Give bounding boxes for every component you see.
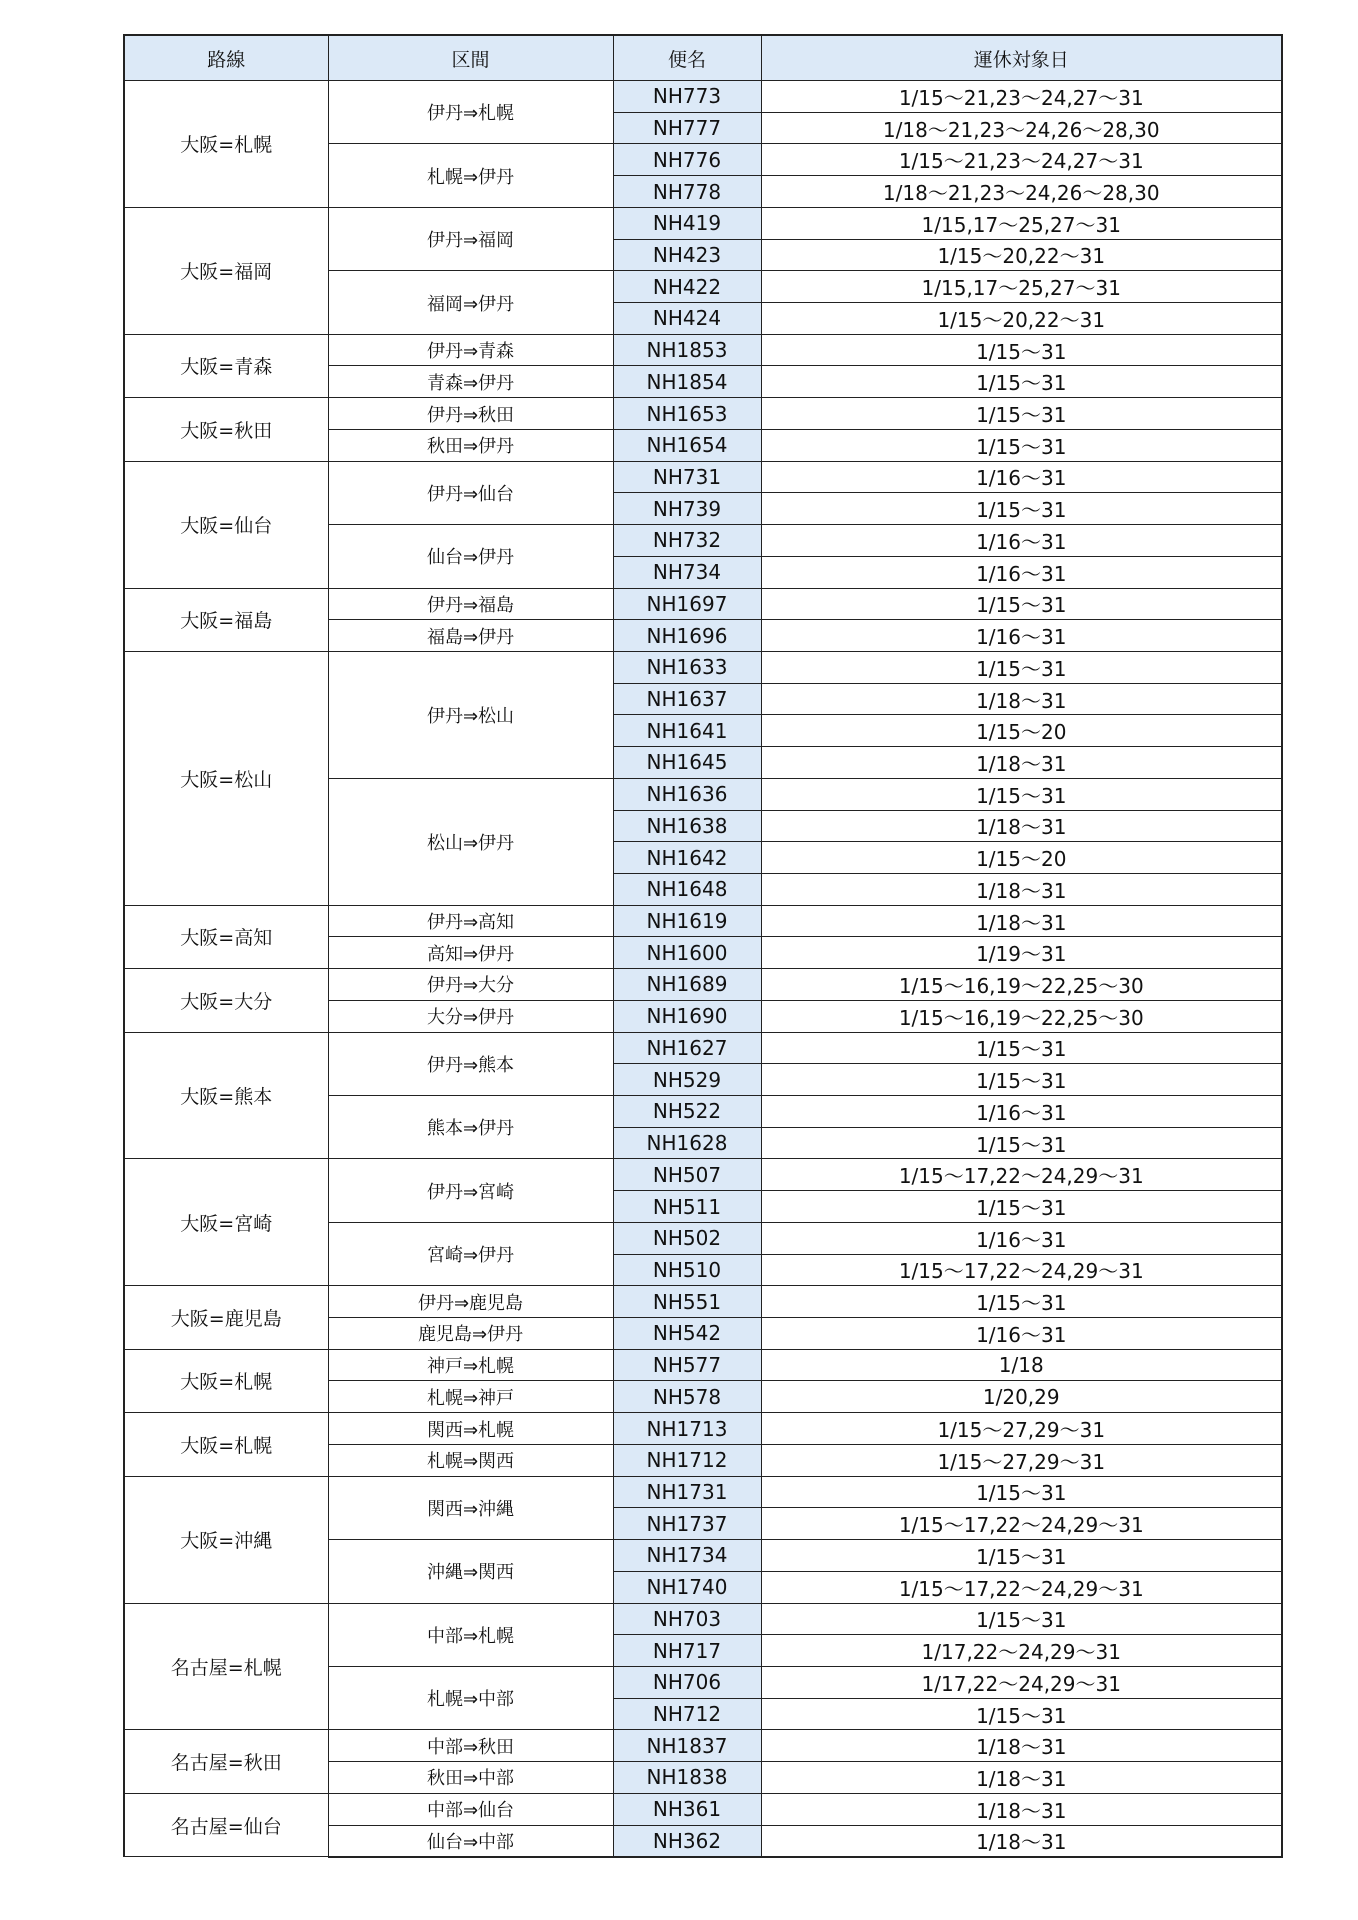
flight-number-cell: NH1648 (613, 873, 761, 905)
section-cell: 松山⇒伊丹 (328, 778, 613, 905)
suspension-dates-cell: 1/18～31 (761, 810, 1282, 842)
route-cell: 大阪=札幌 (124, 1349, 328, 1412)
flight-suspension-table (123, 34, 1283, 1858)
header-section: 区間 (328, 35, 613, 81)
flight-number-cell: NH1853 (613, 334, 761, 366)
route-cell: 大阪=札幌 (124, 81, 328, 208)
suspension-dates-cell: 1/18～31 (761, 905, 1282, 937)
route-cell: 大阪=福岡 (124, 207, 328, 334)
flight-number-cell: NH706 (613, 1666, 761, 1698)
section-cell: 福島⇒伊丹 (328, 620, 613, 652)
flight-number-cell: NH510 (613, 1254, 761, 1286)
table-row (124, 1159, 1282, 1191)
suspension-dates-cell: 1/15～31 (761, 1540, 1282, 1572)
flight-number-cell: NH1619 (613, 905, 761, 937)
flight-number-cell: NH529 (613, 1064, 761, 1096)
suspension-dates-cell: 1/15～31 (761, 1127, 1282, 1159)
suspension-dates-cell: 1/18～31 (761, 1762, 1282, 1794)
route-cell: 大阪=松山 (124, 651, 328, 905)
flight-number-cell: NH551 (613, 1286, 761, 1318)
flight-number-cell: NH731 (613, 461, 761, 493)
suspension-dates-cell: 1/15～20,22～31 (761, 303, 1282, 335)
section-cell: 札幌⇒中部 (328, 1666, 613, 1729)
suspension-dates-cell: 1/16～31 (761, 620, 1282, 652)
suspension-dates-cell: 1/15～31 (761, 1603, 1282, 1635)
suspension-dates-cell: 1/18～31 (761, 1793, 1282, 1825)
flight-number-cell: NH1690 (613, 1000, 761, 1032)
section-cell: 伊丹⇒福岡 (328, 207, 613, 270)
suspension-dates-cell: 1/15～17,22～24,29～31 (761, 1508, 1282, 1540)
flight-number-cell: NH717 (613, 1635, 761, 1667)
flight-number-cell: NH732 (613, 525, 761, 557)
section-cell: 仙台⇒中部 (328, 1825, 613, 1857)
table-row (124, 461, 1282, 493)
suspension-dates-cell: 1/16～31 (761, 556, 1282, 588)
section-cell: 福岡⇒伊丹 (328, 271, 613, 334)
suspension-dates-cell: 1/15～31 (761, 429, 1282, 461)
flight-number-cell: NH1628 (613, 1127, 761, 1159)
section-cell: 中部⇒仙台 (328, 1793, 613, 1825)
table-row (124, 1286, 1282, 1318)
section-cell: 伊丹⇒福島 (328, 588, 613, 620)
route-cell: 名古屋=札幌 (124, 1603, 328, 1730)
flight-number-cell: NH1696 (613, 620, 761, 652)
table-row (124, 1413, 1282, 1445)
suspension-dates-cell: 1/15～31 (761, 1064, 1282, 1096)
flight-number-cell: NH507 (613, 1159, 761, 1191)
suspension-dates-cell: 1/18～21,23～24,26～28,30 (761, 112, 1282, 144)
flight-number-cell: NH1653 (613, 398, 761, 430)
route-cell: 大阪=宮崎 (124, 1159, 328, 1286)
table-row (124, 1349, 1282, 1381)
section-cell: 札幌⇒伊丹 (328, 144, 613, 207)
flight-number-cell: NH362 (613, 1825, 761, 1857)
section-cell: 伊丹⇒仙台 (328, 461, 613, 524)
flight-number-cell: NH1697 (613, 588, 761, 620)
suspension-dates-cell: 1/15～31 (761, 334, 1282, 366)
flight-number-cell: NH1642 (613, 842, 761, 874)
suspension-dates-cell: 1/15～20 (761, 715, 1282, 747)
flight-number-cell: NH739 (613, 493, 761, 525)
flight-number-cell: NH1600 (613, 937, 761, 969)
flight-number-cell: NH577 (613, 1349, 761, 1381)
section-cell: 伊丹⇒札幌 (328, 81, 613, 144)
flight-number-cell: NH419 (613, 207, 761, 239)
flight-number-cell: NH422 (613, 271, 761, 303)
suspension-dates-cell: 1/15～31 (761, 366, 1282, 398)
table-row (124, 969, 1282, 1001)
section-cell: 青森⇒伊丹 (328, 366, 613, 398)
flight-number-cell: NH522 (613, 1096, 761, 1128)
route-cell: 名古屋=仙台 (124, 1793, 328, 1856)
table-body (124, 81, 1282, 1857)
section-cell: 大分⇒伊丹 (328, 1000, 613, 1032)
flight-number-cell: NH1731 (613, 1476, 761, 1508)
flight-number-cell: NH1712 (613, 1444, 761, 1476)
section-cell: 伊丹⇒大分 (328, 969, 613, 1001)
table-row (124, 1476, 1282, 1508)
flight-number-cell: NH361 (613, 1793, 761, 1825)
suspension-dates-cell: 1/15～27,29～31 (761, 1413, 1282, 1445)
section-cell: 神戸⇒札幌 (328, 1349, 613, 1381)
route-cell: 名古屋=秋田 (124, 1730, 328, 1793)
table-row (124, 1793, 1282, 1825)
suspension-dates-cell: 1/15～31 (761, 1476, 1282, 1508)
table-row (124, 334, 1282, 366)
suspension-dates-cell: 1/15～31 (761, 1286, 1282, 1318)
suspension-dates-cell: 1/15～17,22～24,29～31 (761, 1571, 1282, 1603)
section-cell: 札幌⇒神戸 (328, 1381, 613, 1413)
flight-number-cell: NH703 (613, 1603, 761, 1635)
suspension-dates-cell: 1/16～31 (761, 1318, 1282, 1350)
suspension-dates-cell: 1/16～31 (761, 461, 1282, 493)
suspension-dates-cell: 1/15～20 (761, 842, 1282, 874)
table-row (124, 1730, 1282, 1762)
flight-number-cell: NH1641 (613, 715, 761, 747)
table-row (124, 398, 1282, 430)
section-cell: 中部⇒秋田 (328, 1730, 613, 1762)
suspension-dates-cell: 1/15～31 (761, 398, 1282, 430)
suspension-dates-cell: 1/15～16,19～22,25～30 (761, 969, 1282, 1001)
flight-number-cell: NH1737 (613, 1508, 761, 1540)
suspension-dates-cell: 1/18～31 (761, 1730, 1282, 1762)
section-cell: 鹿児島⇒伊丹 (328, 1318, 613, 1350)
header-row (124, 35, 1282, 81)
suspension-dates-cell: 1/16～31 (761, 1222, 1282, 1254)
flight-number-cell: NH423 (613, 239, 761, 271)
section-cell: 宮崎⇒伊丹 (328, 1222, 613, 1285)
suspension-dates-cell: 1/15～21,23～24,27～31 (761, 81, 1282, 113)
section-cell: 伊丹⇒高知 (328, 905, 613, 937)
suspension-dates-cell: 1/15～31 (761, 493, 1282, 525)
suspension-dates-cell: 1/15～31 (761, 1698, 1282, 1730)
flight-number-cell: NH424 (613, 303, 761, 335)
flight-number-cell: NH1837 (613, 1730, 761, 1762)
section-cell: 仙台⇒伊丹 (328, 525, 613, 588)
flight-number-cell: NH777 (613, 112, 761, 144)
flight-number-cell: NH1633 (613, 651, 761, 683)
table-row (124, 1603, 1282, 1635)
header-dates: 運休対象日 (761, 35, 1282, 81)
route-cell: 大阪=仙台 (124, 461, 328, 588)
route-cell: 大阪=大分 (124, 969, 328, 1032)
route-cell: 大阪=青森 (124, 334, 328, 397)
section-cell: 沖縄⇒関西 (328, 1540, 613, 1603)
suspension-dates-cell: 1/15,17～25,27～31 (761, 207, 1282, 239)
section-cell: 関西⇒沖縄 (328, 1476, 613, 1539)
suspension-dates-cell: 1/15～20,22～31 (761, 239, 1282, 271)
suspension-dates-cell: 1/16～31 (761, 525, 1282, 557)
flight-number-cell: NH778 (613, 176, 761, 208)
suspension-dates-cell: 1/18～21,23～24,26～28,30 (761, 176, 1282, 208)
suspension-dates-cell: 1/15～31 (761, 778, 1282, 810)
suspension-dates-cell: 1/15～31 (761, 1032, 1282, 1064)
flight-number-cell: NH1645 (613, 747, 761, 779)
suspension-dates-cell: 1/15～31 (761, 1191, 1282, 1223)
suspension-dates-cell: 1/17,22～24,29～31 (761, 1666, 1282, 1698)
suspension-dates-cell: 1/18～31 (761, 1825, 1282, 1857)
suspension-dates-cell: 1/18～31 (761, 683, 1282, 715)
route-cell: 大阪=熊本 (124, 1032, 328, 1159)
table-header (124, 35, 1282, 81)
flight-number-cell: NH1740 (613, 1571, 761, 1603)
suspension-dates-cell: 1/18～31 (761, 873, 1282, 905)
route-cell: 大阪=秋田 (124, 398, 328, 461)
header-route: 路線 (124, 35, 328, 81)
flight-number-cell: NH542 (613, 1318, 761, 1350)
section-cell: 伊丹⇒秋田 (328, 398, 613, 430)
section-cell: 高知⇒伊丹 (328, 937, 613, 969)
section-cell: 伊丹⇒熊本 (328, 1032, 613, 1095)
flight-number-cell: NH1838 (613, 1762, 761, 1794)
table-row (124, 905, 1282, 937)
section-cell: 秋田⇒中部 (328, 1762, 613, 1794)
flight-number-cell: NH773 (613, 81, 761, 113)
section-cell: 札幌⇒関西 (328, 1444, 613, 1476)
flight-number-cell: NH1638 (613, 810, 761, 842)
table-row (124, 588, 1282, 620)
suspension-dates-cell: 1/15～17,22～24,29～31 (761, 1159, 1282, 1191)
suspension-dates-cell: 1/16～31 (761, 1096, 1282, 1128)
table-row (124, 207, 1282, 239)
flight-number-cell: NH1734 (613, 1540, 761, 1572)
flight-number-cell: NH1636 (613, 778, 761, 810)
section-cell: 関西⇒札幌 (328, 1413, 613, 1445)
flight-number-cell: NH578 (613, 1381, 761, 1413)
suspension-dates-cell: 1/17,22～24,29～31 (761, 1635, 1282, 1667)
section-cell: 中部⇒札幌 (328, 1603, 613, 1666)
flight-number-cell: NH1627 (613, 1032, 761, 1064)
route-cell: 大阪=札幌 (124, 1413, 328, 1476)
suspension-dates-cell: 1/19～31 (761, 937, 1282, 969)
table-row (124, 1032, 1282, 1064)
section-cell: 伊丹⇒宮崎 (328, 1159, 613, 1222)
table-row (124, 81, 1282, 113)
suspension-dates-cell: 1/15～21,23～24,27～31 (761, 144, 1282, 176)
suspension-dates-cell: 1/18～31 (761, 747, 1282, 779)
suspension-dates-cell: 1/15～31 (761, 588, 1282, 620)
section-cell: 伊丹⇒青森 (328, 334, 613, 366)
flight-number-cell: NH502 (613, 1222, 761, 1254)
table-row (124, 651, 1282, 683)
suspension-dates-cell: 1/15～17,22～24,29～31 (761, 1254, 1282, 1286)
suspension-dates-cell: 1/20,29 (761, 1381, 1282, 1413)
section-cell: 伊丹⇒鹿児島 (328, 1286, 613, 1318)
flight-number-cell: NH1689 (613, 969, 761, 1001)
flight-number-cell: NH776 (613, 144, 761, 176)
flight-number-cell: NH1713 (613, 1413, 761, 1445)
flight-number-cell: NH734 (613, 556, 761, 588)
route-cell: 大阪=福島 (124, 588, 328, 651)
suspension-dates-cell: 1/18 (761, 1349, 1282, 1381)
flight-number-cell: NH1854 (613, 366, 761, 398)
suspension-dates-cell: 1/15～31 (761, 651, 1282, 683)
section-cell: 熊本⇒伊丹 (328, 1096, 613, 1159)
suspension-dates-cell: 1/15～16,19～22,25～30 (761, 1000, 1282, 1032)
flight-number-cell: NH712 (613, 1698, 761, 1730)
suspension-dates-cell: 1/15～27,29～31 (761, 1444, 1282, 1476)
flight-number-cell: NH1637 (613, 683, 761, 715)
header-flight: 便名 (613, 35, 761, 81)
section-cell: 伊丹⇒松山 (328, 651, 613, 778)
route-cell: 大阪=沖縄 (124, 1476, 328, 1603)
flight-number-cell: NH1654 (613, 429, 761, 461)
suspension-dates-cell: 1/15,17～25,27～31 (761, 271, 1282, 303)
route-cell: 大阪=高知 (124, 905, 328, 968)
section-cell: 秋田⇒伊丹 (328, 429, 613, 461)
route-cell: 大阪=鹿児島 (124, 1286, 328, 1349)
flight-number-cell: NH511 (613, 1191, 761, 1223)
